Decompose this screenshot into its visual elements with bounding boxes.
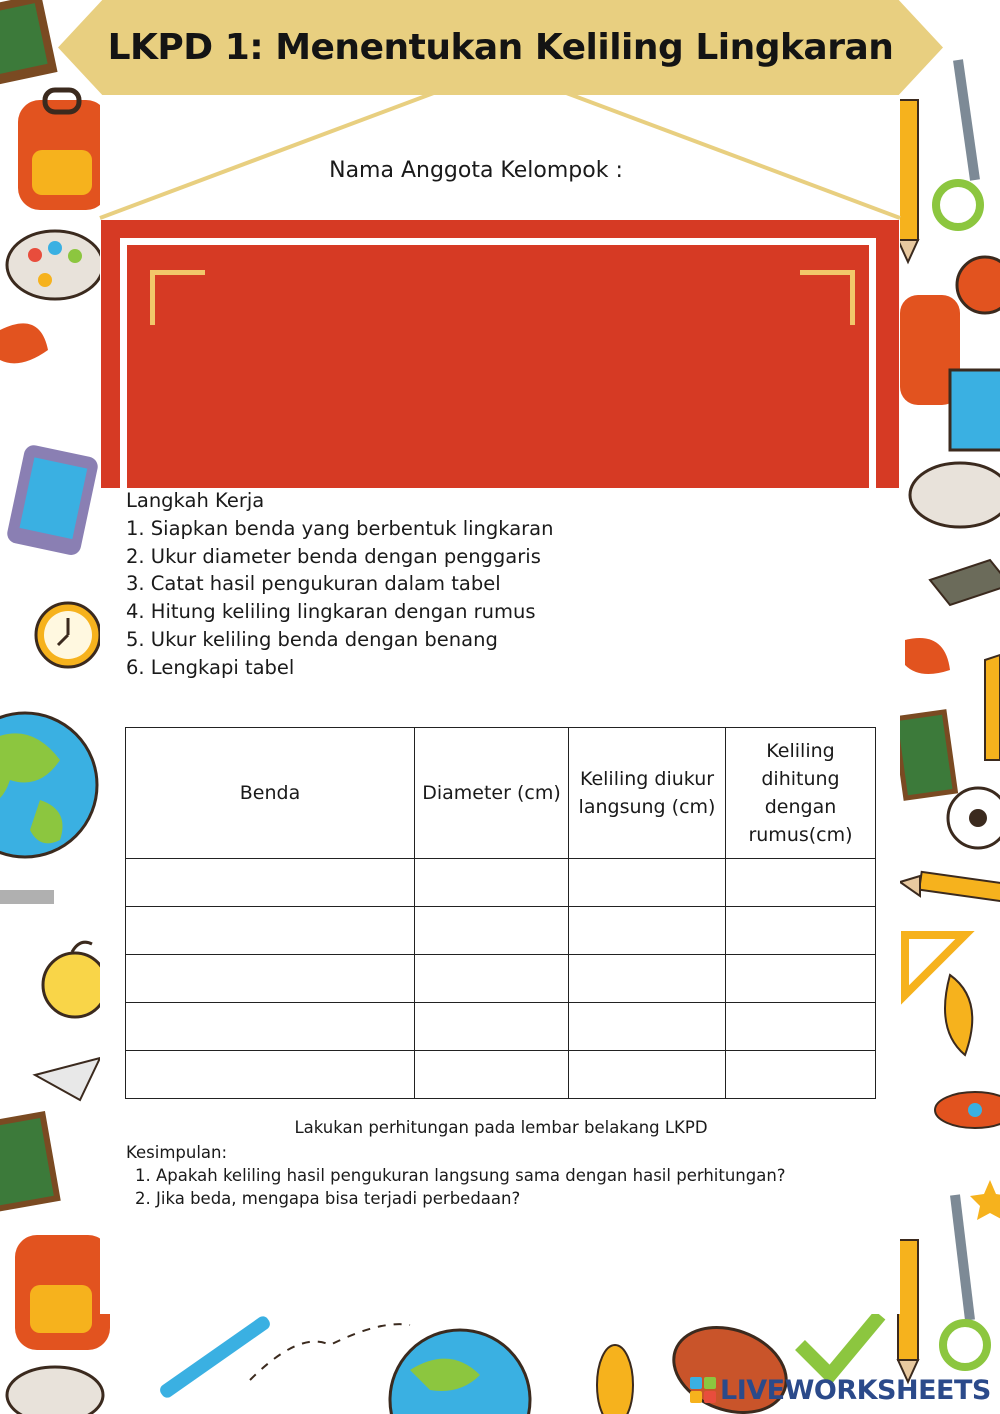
header-benda: Benda: [126, 728, 415, 859]
header-calculated-circumference: Keliling dihitung dengan rumus(cm): [726, 728, 876, 859]
star-icon: [970, 1180, 1000, 1220]
conclusion-question: 1. Apakah keliling hasil pengukuran langsung sama dengan hasil perhitungan?: [156, 1164, 886, 1187]
liveworksheets-logo-icon: [690, 1377, 716, 1403]
basketball-icon: [957, 257, 1000, 313]
header-measured-circumference: Keliling diukur langsung (cm): [569, 728, 726, 859]
chalkboard-icon-2: [0, 1115, 57, 1211]
globe-icon: [0, 713, 97, 904]
table-cell-input[interactable]: [569, 955, 726, 1003]
dashed-arrow-icon: [250, 1324, 410, 1380]
corner-accent-right: [800, 270, 855, 325]
table-cell-input[interactable]: [569, 907, 726, 955]
table-cell-input[interactable]: [726, 1003, 876, 1051]
conclusion-question: 2. Jika beda, mengapa bisa terjadi perbedaan?: [156, 1187, 886, 1210]
header-diameter: Diameter (cm): [415, 728, 569, 859]
conclusion-questions: [126, 1164, 886, 1210]
calculation-note: Lakukan perhitungan pada lembar belakang LKPD: [294, 1118, 708, 1137]
cheese-icon: [985, 655, 1000, 760]
apple-icon: [43, 942, 107, 1017]
checkmark-icon: [800, 1315, 880, 1375]
table-cell-input[interactable]: [726, 955, 876, 1003]
palette-icon-2: [7, 1367, 103, 1414]
conclusion-section: [126, 1141, 886, 1210]
liveworksheets-watermark: [690, 1372, 991, 1408]
table-row: [126, 1003, 876, 1051]
table-cell-input[interactable]: [569, 1003, 726, 1051]
conclusion-heading: Kesimpulan:: [126, 1143, 228, 1162]
table-cell-input[interactable]: [415, 1051, 569, 1099]
table-cell-input[interactable]: [569, 1051, 726, 1099]
page-title: LKPD 1: Menentukan Keliling Lingkaran: [107, 27, 894, 68]
table-header-row: [126, 728, 876, 859]
corner-accent-left: [150, 270, 205, 325]
rocket-icon: [935, 1092, 1000, 1128]
rocket-icon-2: [597, 1345, 633, 1414]
table-cell-input[interactable]: [126, 907, 415, 955]
scissors-icon-2: [943, 1195, 987, 1367]
table-row: [126, 955, 876, 1003]
backpack-icon-2: [15, 1235, 110, 1350]
chalkboard-icon-3: [895, 712, 956, 798]
table-row: [126, 859, 876, 907]
measurement-table: [125, 727, 876, 1099]
table-cell-input[interactable]: [726, 907, 876, 955]
pencil-icon-2: [900, 872, 1000, 902]
pencil-icon-3: [898, 1240, 918, 1382]
step-item: 6. Lengkapi tabel: [126, 655, 295, 679]
table-row: [126, 1051, 876, 1099]
paper-plane-icon: [35, 1058, 100, 1100]
table-row: [126, 907, 876, 955]
group-members-label: Nama Anggota Kelompok :: [329, 158, 623, 183]
table-cell-input[interactable]: [569, 859, 726, 907]
table-cell-input[interactable]: [415, 859, 569, 907]
step-item: 4. Hitung keliling lingkaran dengan rumus: [126, 600, 536, 624]
table-cell-input[interactable]: [415, 955, 569, 1003]
work-steps: [126, 487, 826, 682]
step-item: 2. Ukur diameter benda dengan penggaris: [126, 544, 541, 568]
table-cell-input[interactable]: [126, 955, 415, 1003]
graduation-cap-icon: [930, 560, 1000, 605]
globe-icon-2: [390, 1330, 530, 1414]
leaf-icon-3: [945, 975, 972, 1055]
table-cell-input[interactable]: [415, 907, 569, 955]
group-members-input-area[interactable]: [131, 253, 866, 488]
watermark-text: LIVEWORKSHEETS: [720, 1374, 991, 1406]
table-cell-input[interactable]: [726, 1051, 876, 1099]
step-item: 5. Ukur keliling benda dengan benang: [126, 627, 498, 651]
table-cell-input[interactable]: [126, 1051, 415, 1099]
leaf-icon-2: [905, 638, 950, 674]
soccer-ball-icon: [948, 788, 1000, 848]
steps-heading: Langkah Kerja: [126, 489, 265, 512]
table-cell-input[interactable]: [126, 859, 415, 907]
letter-block-icon: [950, 370, 1000, 450]
alarm-clock-icon: [36, 603, 100, 667]
step-item: 3. Catat hasil pengukuran dalam tabel: [126, 572, 501, 596]
palette-icon-3: [910, 463, 1000, 527]
table-cell-input[interactable]: [126, 1003, 415, 1051]
table-cell-input[interactable]: [726, 859, 876, 907]
step-item: 1. Siapkan benda yang berbentuk lingkaran: [126, 516, 554, 540]
paintbrush-icon: [158, 1314, 273, 1400]
table-cell-input[interactable]: [415, 1003, 569, 1051]
leaf-icon: [0, 323, 48, 363]
